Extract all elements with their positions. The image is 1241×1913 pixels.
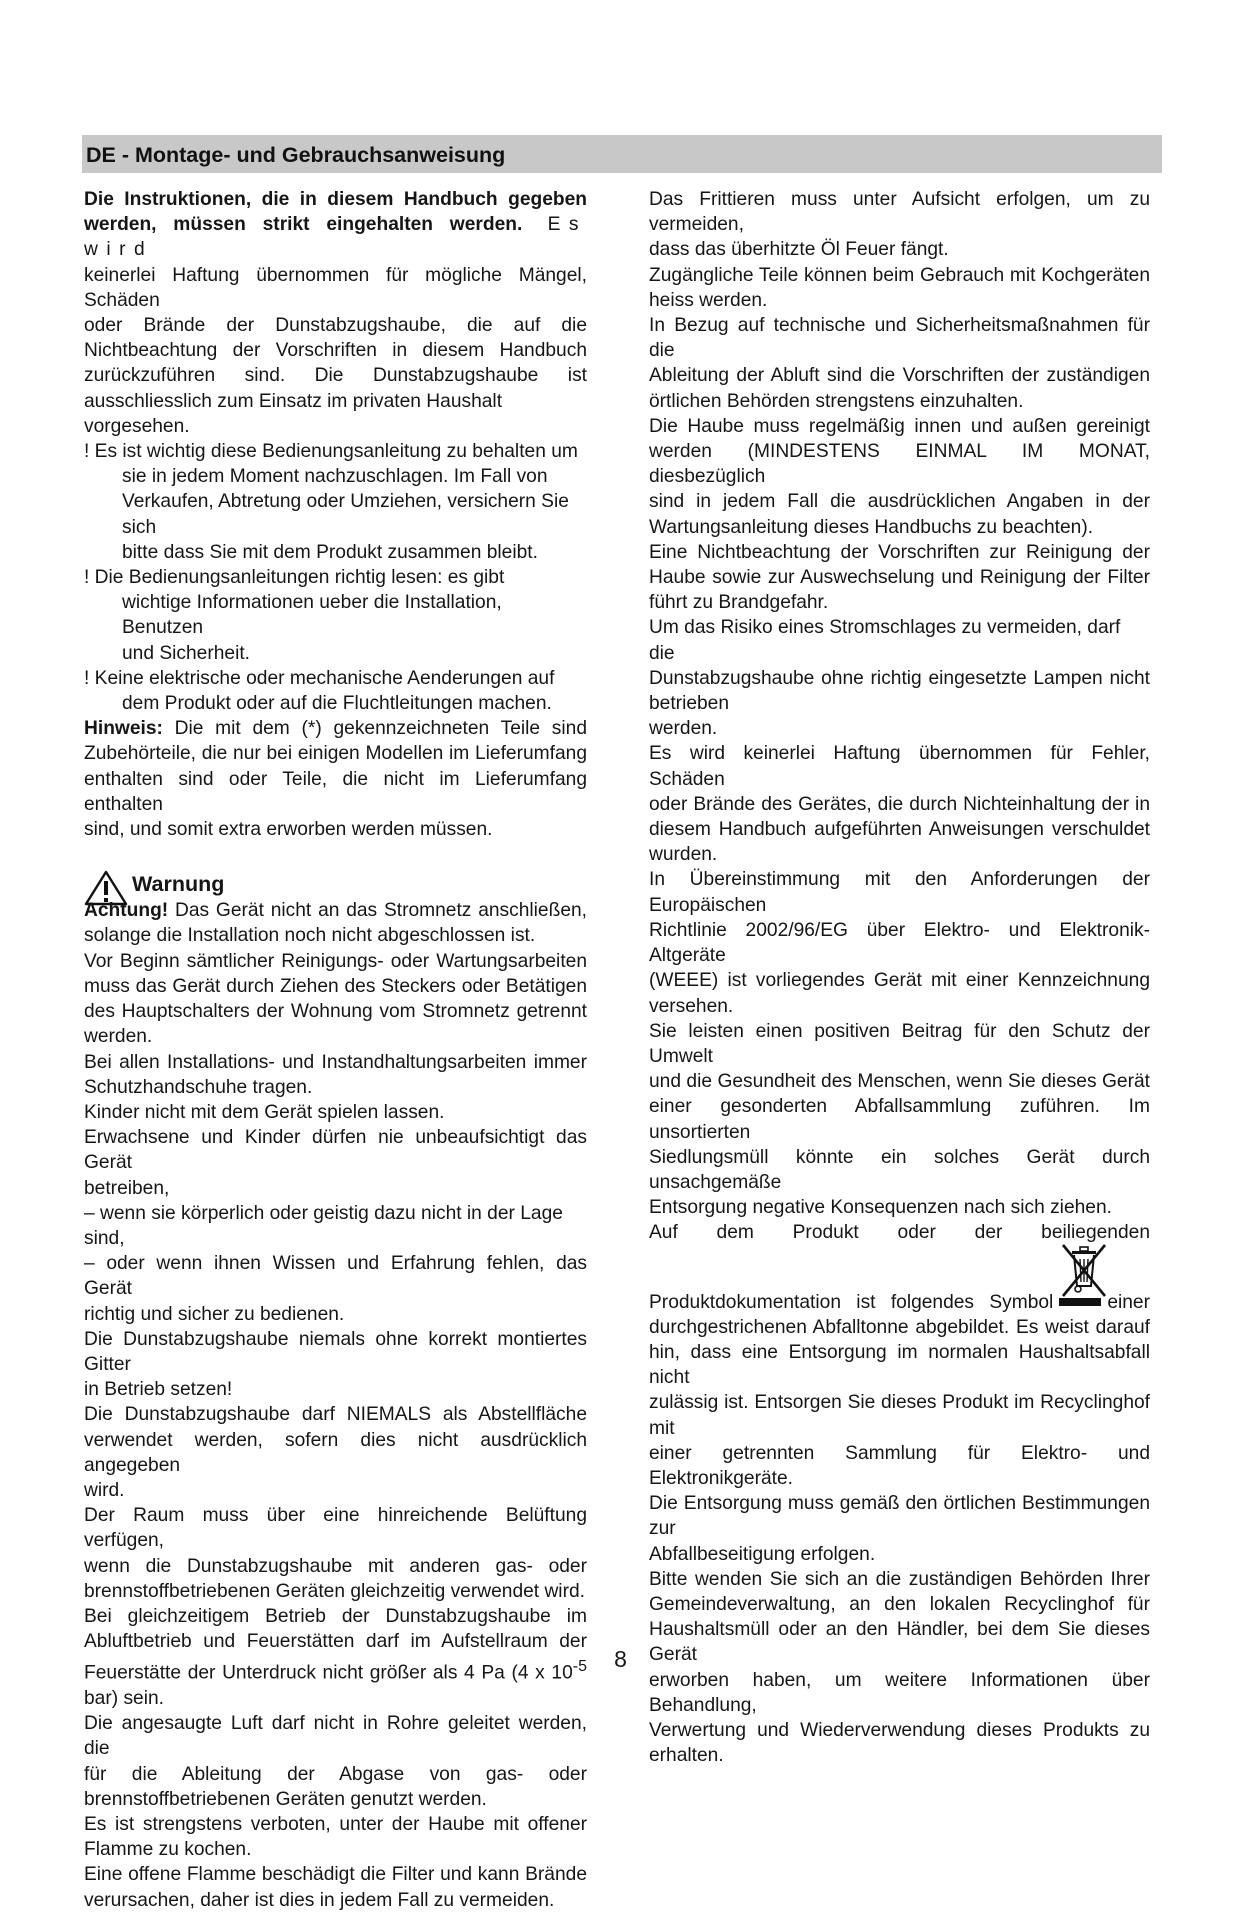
text-line: Haube sowie zur Auswechselung und Reinigung der Filter [649, 567, 1150, 589]
text-line: einer gesonderten Abfallsammlung zuführen. Im unsortierten [649, 1096, 1150, 1143]
bullet-first-line: ! Keine elektrische oder mechanische Aenderungen auf [84, 667, 555, 689]
text-line: des Hauptschalters der Wohnung vom Stromnetz getrennt [84, 1001, 587, 1023]
text-line: Flamme zu kochen. [84, 1839, 252, 1861]
text-line: oder Brände des Gerätes, die durch Nichteinhaltung der in [649, 793, 1150, 815]
bullet-line: sie in jedem Moment nachzuschlagen. Im Fall von [122, 466, 548, 488]
text-line: Das Frittieren muss unter Aufsicht erfolgen, um zu vermeiden, [649, 189, 1150, 236]
intro-tail: Es wird [84, 214, 587, 261]
text-line: einer getrennten Sammlung für Elektro- und Elektronikgeräte. [649, 1442, 1150, 1489]
section-header: DE - Montage- und Gebrauchsanweisung [82, 135, 1162, 173]
text-line: Gemeindeverwaltung, an den lokalen Recyclinghof für [649, 1593, 1150, 1615]
text-line: werden. [649, 718, 718, 740]
text-line: Haushaltsmüll oder an den Händler, bei dem Sie dieses Gerät [649, 1619, 1150, 1666]
text-line: Wartungsanleitung dieses Handbuchs zu beachten). [649, 516, 1094, 538]
text-line: brennstoffbetriebenen Geräten gleichzeitig verwendet wird. [84, 1580, 585, 1602]
text-line: erworben haben, um weitere Informationen über Behandlung, [649, 1669, 1150, 1716]
text-line: führt zu Brandgefahr. [649, 592, 829, 614]
text-line: Dunstabzugshaube ohne richtig eingesetzte Lampen nicht [649, 667, 1150, 689]
symbol-bar [1059, 1298, 1101, 1306]
hinweis-line: sind, und somit extra erworben werden müssen. [84, 819, 493, 841]
bullet-first-line: ! Die Bedienungsanleitungen richtig lesen: es gibt [84, 567, 505, 589]
text-line: betrieben [649, 693, 730, 715]
hinweis-line [84, 716, 587, 741]
hinweis-line: Zubehörteile, die nur bei einigen Modellen im Lieferumfang [84, 743, 587, 765]
text-line: (WEEE) ist vorliegendes Gerät mit einer Kennzeichnung [649, 970, 1150, 992]
text-line: In Übereinstimmung mit den Anforderungen der Europäischen [649, 869, 1150, 916]
text-line: örtlichen Behörden strengstens einzuhalten. [649, 390, 1024, 412]
text-line: Es wird keinerlei Haftung übernommen für Fehler, Schäden [649, 743, 1150, 790]
text-line: Auf dem Produkt oder der beiliegenden [649, 1222, 1150, 1244]
achtung-label: Achtung! [84, 900, 169, 922]
right-column [649, 187, 1150, 1768]
warning-heading [84, 862, 587, 898]
text-line: verursachen, daher ist dies in jedem Fall zu vermeiden. [84, 1889, 555, 1911]
text-line: werden. [84, 1026, 153, 1048]
intro-line: zurückzuführen sind. Die Dunstabzugshaube ist [84, 365, 587, 387]
weee-symbol-area [649, 1246, 1150, 1290]
text-line: sind in jedem Fall die ausdrücklichen Angaben in der [649, 491, 1150, 513]
hinweis-text: Die mit dem (*) gekennzeichneten Teile sind [162, 718, 587, 740]
pressure-text: Feuerstätte der Unterdruck nicht größer als 4 Pa (4 x 10 [84, 1662, 573, 1684]
text-line: Bei gleichzeitigem Betrieb der Dunstabzugshaube im [84, 1605, 587, 1627]
bullet-line: Verkaufen, Abtretung oder Umziehen, versichern Sie sich [122, 491, 569, 538]
text-line: Die Dunstabzugshaube niemals ohne korrekt montiertes Gitter [84, 1328, 587, 1375]
intro-line: Nichtbeachtung der Vorschriften in diesem Handbuch [84, 340, 587, 362]
text-line: Bei allen Installations- und Instandhaltungsarbeiten immer [84, 1051, 587, 1073]
text-line: Entsorgung negative Konsequenzen nach sich ziehen. [649, 1197, 1112, 1219]
text-line: in Betrieb setzen! [84, 1379, 233, 1401]
achtung-text: Das Gerät nicht an das Stromnetz anschließen, [168, 900, 587, 922]
text-line: Siedlungsmüll könnte ein solches Gerät durch unsachgemäße [649, 1146, 1150, 1193]
text-line: Die angesaugte Luft darf nicht in Rohre geleitet werden, die [84, 1713, 587, 1760]
text-line: wurden. [649, 844, 718, 866]
text-line: zulässig ist. Entsorgen Sie dieses Produkt im Recyclinghof mit [649, 1392, 1150, 1439]
hinweis-label: Hinweis: [84, 718, 163, 740]
text-line: Es ist strengstens verboten, unter der Haube mit offener [84, 1813, 587, 1835]
text-line: – wenn sie körperlich oder geistig dazu nicht in der Lage sind, [84, 1202, 563, 1249]
intro-bold-text: werden, müssen strikt eingehalten werden. [84, 214, 523, 236]
text-line: diesem Handbuch aufgeführten Anweisungen verschuldet [649, 819, 1150, 841]
intro-bold-line: Die Instruktionen, die in diesem Handbuch gegeben [84, 189, 587, 210]
intro-line: ausschliesslich zum Einsatz im privaten Haushalt vorgesehen. [84, 390, 503, 437]
text-line: versehen. [649, 995, 734, 1017]
text-line: muss das Gerät durch Ziehen des Steckers oder Betätigen [84, 975, 587, 997]
text-line: Der Raum muss über eine hinreichende Belüftung verfügen, [84, 1505, 587, 1552]
text-line: Erwachsene und Kinder dürfen nie unbeaufsichtigt das Gerät [84, 1127, 587, 1174]
intro-line: oder Brände der Dunstabzugshaube, die auf die [84, 315, 587, 337]
page-number: 8 [614, 1646, 627, 1672]
text-line: Richtlinie 2002/96/EG über Elektro- und Elektronik-Altgeräte [649, 919, 1150, 967]
text-line: In Bezug auf technische und Sicherheitsmaßnahmen für die [649, 315, 1150, 362]
warning-title: Warnung [132, 872, 225, 897]
text-line: Eine offene Flamme beschädigt die Filter und kann Brände [84, 1864, 587, 1886]
crossed-out-bin-icon [1059, 1242, 1109, 1300]
text-line: Vor Beginn sämtlicher Reinigungs- oder Wartungsarbeiten [84, 950, 587, 972]
text-line: wenn die Dunstabzugshaube mit anderen gas- oder [84, 1555, 587, 1577]
bullet-line: dem Produkt oder auf die Fluchtleitungen machen. [122, 693, 552, 715]
text-line: Um das Risiko eines Stromschlages zu vermeiden, darf die [649, 617, 1121, 664]
text-line: Sie leisten einen positiven Beitrag für den Schutz der Umwelt [649, 1020, 1150, 1067]
text-line: richtig und sicher zu bedienen. [84, 1303, 345, 1325]
text-line: Abluftbetrieb und Feuerstätten darf im Aufstellraum der [84, 1631, 587, 1653]
text-line: und die Gesundheit des Menschen, wenn Sie dieses Gerät [649, 1071, 1150, 1093]
text-line: Abfallbeseitigung erfolgen. [649, 1543, 876, 1565]
text-line: Schutzhandschuhe tragen. [84, 1076, 313, 1098]
text-line: Bitte wenden Sie sich an die zuständigen Behörden Ihrer [649, 1568, 1150, 1590]
achtung-line [84, 898, 587, 923]
text-line: für die Ableitung der Abgase von gas- oder [84, 1763, 587, 1785]
text-line: Eine Nichtbeachtung der Vorschriften zur Reinigung der [649, 541, 1150, 563]
text-line: erhalten. [649, 1745, 724, 1767]
pressure-exponent: -5 [572, 1658, 587, 1676]
bullet-line: und Sicherheit. [122, 642, 250, 664]
text-line: hin, dass eine Entsorgung im normalen Haushaltsabfall nicht [649, 1341, 1150, 1389]
text-line: betreiben, [84, 1177, 170, 1199]
bullet-line: bitte dass Sie mit dem Produkt zusammen bleibt. [122, 541, 538, 563]
text-line: Die Dunstabzugshaube darf NIEMALS als Abstellfläche [84, 1404, 587, 1426]
text-line: brennstoffbetriebenen Geräten genutzt werden. [84, 1788, 487, 1810]
text-line: Kinder nicht mit dem Gerät spielen lassen. [84, 1101, 445, 1123]
text-line: werden (MINDESTENS EINMAL IM MONAT, diesbezüglich [649, 441, 1150, 488]
hinweis-line: enthalten sind oder Teile, die nicht im Lieferumfang enthalten [84, 768, 587, 815]
text-line: bar) sein. [84, 1687, 164, 1709]
text-line: Die Haube muss regelmäßig innen und außen gereinigt [649, 415, 1150, 437]
text-line: verwendet werden, sofern dies nicht ausdrücklich angegeben [84, 1429, 587, 1476]
bullet-first-line: ! Es ist wichtig diese Bedienungsanleitung zu behalten um [84, 441, 578, 463]
text-line: dass das überhitzte Öl Feuer fängt. [649, 239, 949, 261]
text-line: wird. [84, 1479, 125, 1501]
intro-bold-line [84, 212, 587, 262]
text-line: Die Entsorgung muss gemäß den örtlichen Bestimmungen zur [649, 1493, 1150, 1540]
text-line: heiss werden. [649, 289, 768, 311]
text-line: Verwertung und Wiederverwendung dieses Produkts zu [649, 1719, 1150, 1741]
text-line: Ableitung der Abluft sind die Vorschriften der zuständigen [649, 365, 1150, 387]
text-line: Zugängliche Teile können beim Gebrauch mit Kochgeräten [649, 264, 1150, 286]
symbol-text-end: einer [1107, 1291, 1150, 1313]
text-line: – oder wenn ihnen Wissen und Erfahrung fehlen, das Gerät [84, 1253, 587, 1300]
intro-line: keinerlei Haftung übernommen für mögliche Mängel, Schäden [84, 264, 587, 311]
achtung-line: solange die Installation noch nicht abgeschlossen ist. [84, 925, 536, 947]
text-line: durchgestrichenen Abfalltonne abgebildet. Es weist darauf [649, 1316, 1150, 1338]
symbol-text: Produktdokumentation ist folgendes Symbol [649, 1291, 1054, 1313]
bullet-line: wichtige Informationen ueber die Installation, Benutzen [122, 592, 502, 639]
